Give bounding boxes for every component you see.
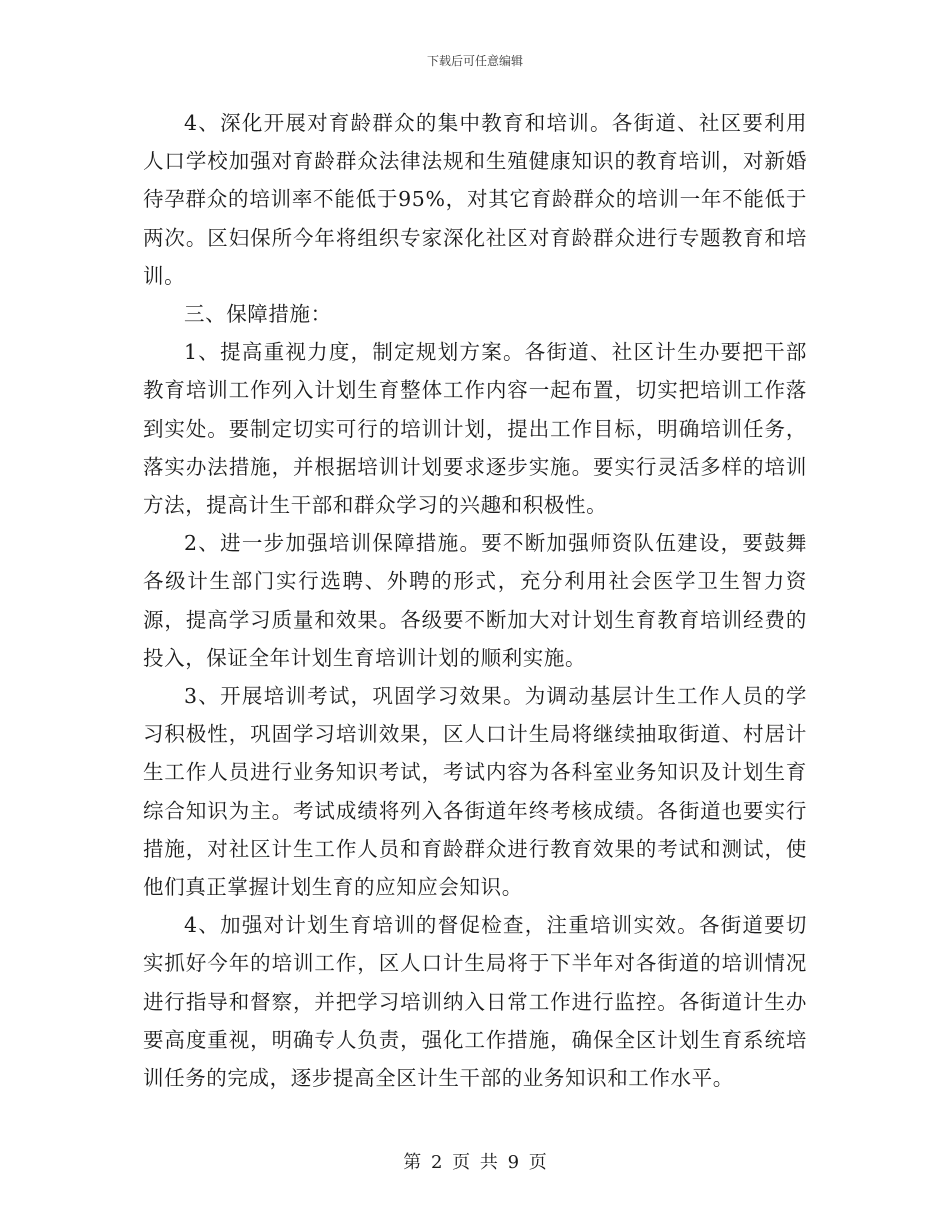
page-header: 下载后可任意编辑	[426, 54, 523, 68]
paragraph-measure-2: 2、进一步加强培训保障措施。要不断加强师资队伍建设，要鼓舞各级计生部门实行选聘、外聘的形式，充分利用社会医学卫生智力资源，提高学习质量和效果。各级要不断加大对计划生育教育培训经费的投入，保证全年计划生育培训计划的顺利实施。	[143, 531, 807, 670]
paragraph-item-4-education: 4、深化开展对育龄群众的集中教育和培训。各街道、社区要利用人口学校加强对育龄群众法律法规和生殖健康知识的教育培训，对新婚待孕群众的培训率不能低于95%，对其它育龄群众的培训一年不能低于两次。区妇保所今年将组织专家深化社区对育龄群众进行专题教育和培训。	[143, 111, 807, 288]
paragraph-measure-4: 4、加强对计划生育培训的督促检查，注重培训实效。各街道要切实抓好今年的培训工作，区人口计生局将于下半年对各街道的培训情况进行指导和督察，并把学习培训纳入日常工作进行监控。各街道计生办要高度重视，明确专人负责，强化工作措施，确保全区计划生育系统培训任务的完成，逐步提高全区计生干部的业务知识和工作水平。	[143, 913, 807, 1091]
paragraph-measure-1: 1、提高重视力度，制定规划方案。各街道、社区计生办要把干部教育培训工作列入计划生育整体工作内容一起布置，切实把培训工作落到实处。要制定切实可行的培训计划，提出工作目标，明确培训任务，落实办法措施，并根据培训计划要求逐步实施。要实行灵活多样的培训方法，提高计生干部和群众学习的兴趣和积极性。	[143, 340, 807, 518]
page-number-footer: 第 2 页 共 9 页	[403, 1152, 547, 1173]
document-body	[143, 104, 807, 1097]
paragraph-measure-3: 3、开展培训考试，巩固学习效果。为调动基层计生工作人员的学习积极性，巩固学习培训效果，区人口计生局将继续抽取街道、村居计生工作人员进行业务知识考试，考试内容为各科室业务知识及计划生育综合知识为主。考试成绩将列入各街道年终考核成绩。各街道也要实行措施，对社区计生工作人员和育龄群众进行教育效果的考试和测试，使他们真正掌握计划生育的应知应会知识。	[143, 684, 807, 900]
section-heading-safeguards: 三、保障措施：	[184, 302, 332, 327]
